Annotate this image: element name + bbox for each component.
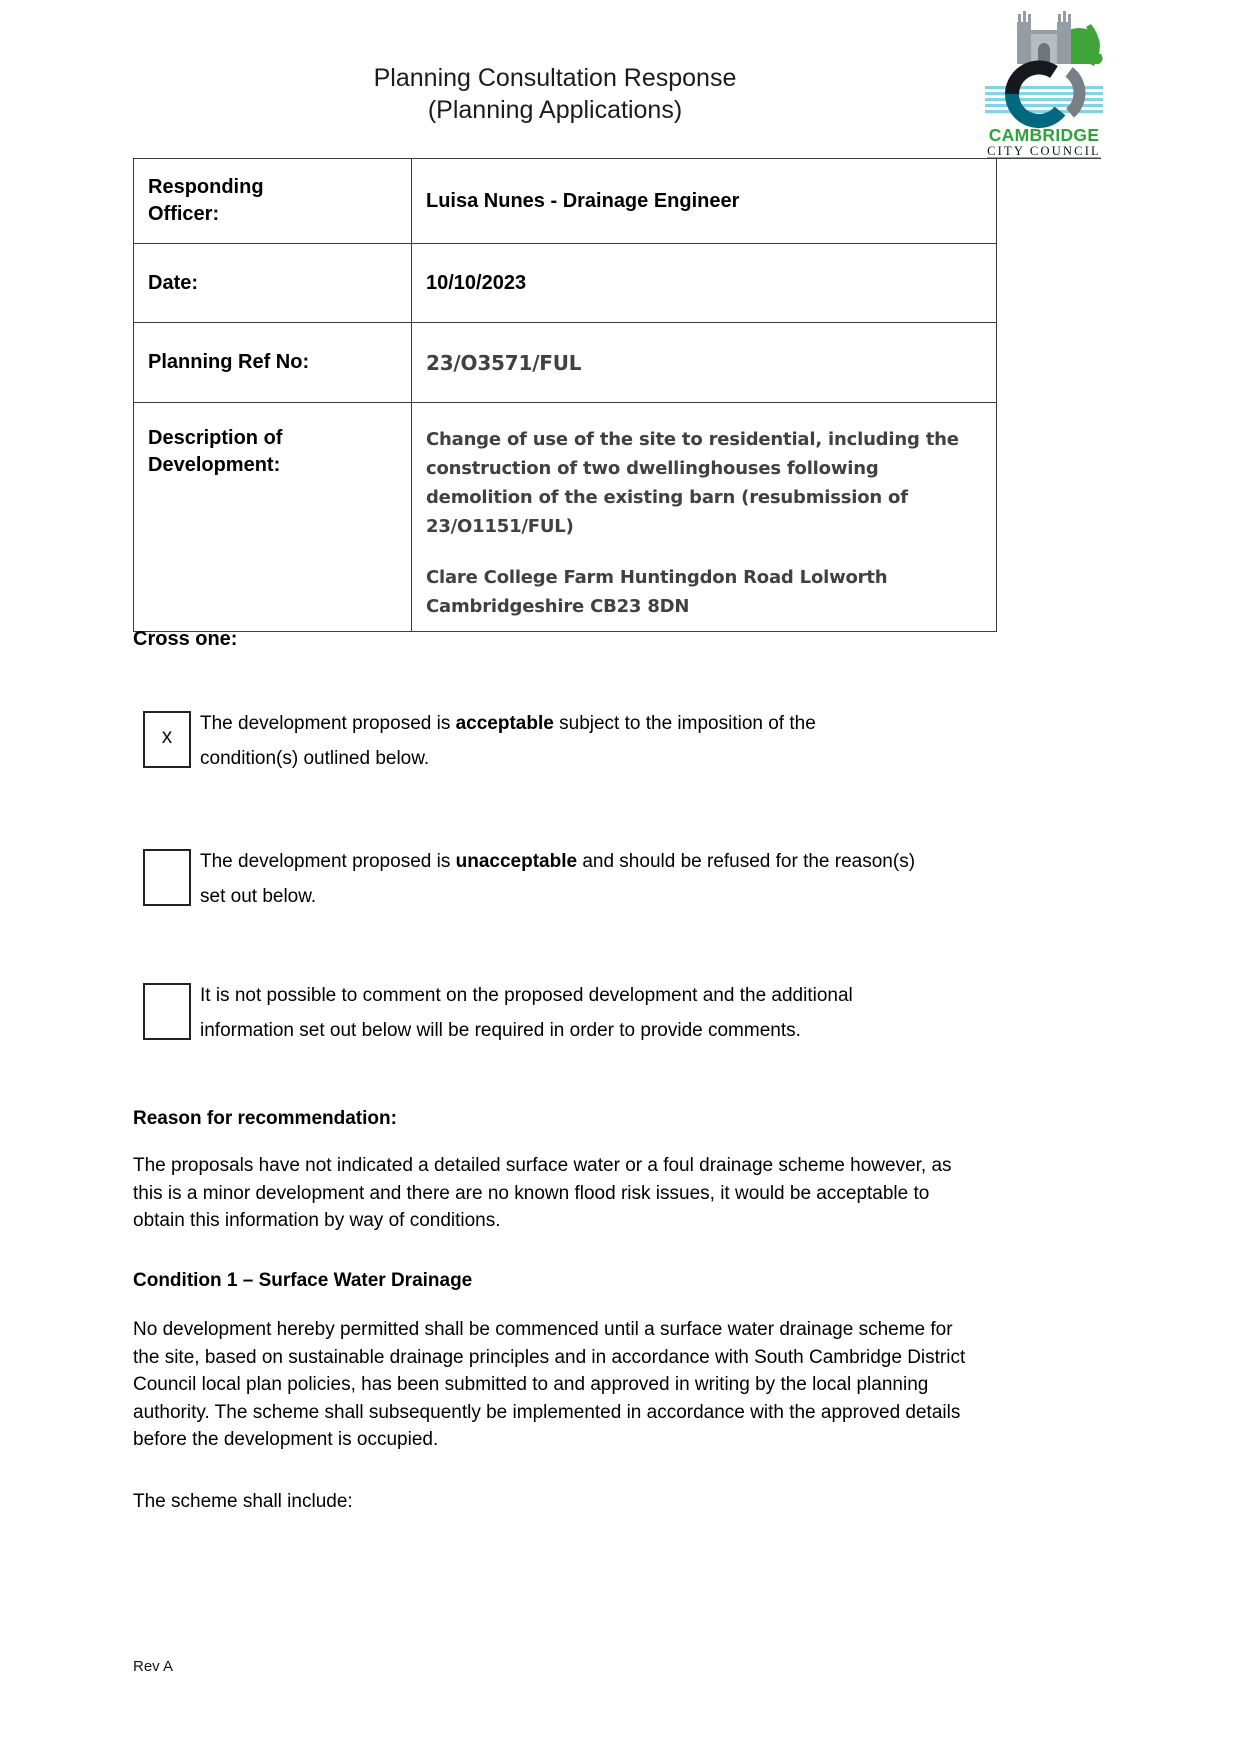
option-unacceptable-line1: The development proposed is unacceptable and should be refused for the reason(s) — [200, 851, 916, 872]
planning-ref-label: Planning Ref No: — [148, 351, 310, 373]
table-row — [134, 159, 997, 244]
description-text: Change of use of the site to residential, including the construction of two dwellinghouses following demolition of the existing barn (resubmission of 23/O1151/FUL) — [426, 429, 959, 537]
council-crest-icon — [973, 10, 1115, 160]
reason-paragraph: The proposals have not indicated a detailed surface water or a foul drainage scheme however, as this is a minor development and there are no known flood risk issues, it would be acceptable to obtain this information by way of conditions. — [133, 1155, 952, 1231]
responding-officer-label: Responding Officer: — [148, 176, 264, 225]
table-row — [134, 244, 997, 323]
date-value: 10/10/2023 — [412, 244, 997, 323]
page-title-line1: Planning Consultation Response — [373, 64, 737, 92]
planning-ref-value: 23/O3571/FUL — [412, 323, 997, 403]
responding-officer-value: Luisa Nunes - Drainage Engineer — [412, 159, 997, 244]
reason-heading: Reason for recommendation: — [133, 1108, 397, 1129]
table-row — [134, 323, 997, 403]
option-unacceptable-line2: set out below. — [200, 886, 317, 907]
option-acceptable-line2: condition(s) outlined below. — [200, 748, 430, 769]
consultation-info-table — [133, 158, 997, 632]
condition-1-heading: Condition 1 – Surface Water Drainage — [133, 1270, 473, 1291]
option-cannot-comment-line2: information set out below will be required in order to provide comments. — [200, 1020, 801, 1041]
logo-underline — [987, 158, 1101, 159]
description-label: Description of Development: — [148, 427, 283, 476]
logo-org-type: CITY COUNCIL — [987, 144, 1101, 158]
checkbox-unacceptable[interactable] — [143, 849, 191, 906]
cross-one-heading: Cross one: — [133, 628, 238, 650]
revision-label: Rev A — [133, 1658, 174, 1675]
date-label: Date: — [148, 271, 199, 294]
page-title — [0, 62, 1110, 126]
option-cannot-comment-line1: It is not possible to comment on the proposed development and the additional — [200, 985, 853, 1006]
cambridge-city-council-logo — [973, 10, 1115, 160]
option-acceptable-line1: The development proposed is acceptable subject to the imposition of the — [200, 713, 816, 734]
logo-chapel — [1017, 11, 1071, 64]
site-address: Clare College Farm Huntingdon Road Lolworth Cambridgeshire CB23 8DN — [426, 567, 888, 617]
table-row — [134, 403, 997, 632]
condition-1-paragraph: No development hereby permitted shall be commenced until a surface water drainage scheme for the site, based on sustainable drainage principles and in accordance with South Cambridge District Council local plan policies, has been submitted to and approved in writing by the local planning authority. The scheme shall subsequently be implemented in accordance with the approved details before the development is occupied. — [133, 1319, 966, 1450]
page-title-line2: (Planning Applications) — [427, 96, 683, 124]
checkbox-cannot-comment[interactable] — [143, 983, 191, 1040]
logo-org-name: CAMBRIDGE — [988, 125, 1100, 145]
scheme-include-line: The scheme shall include: — [133, 1491, 353, 1512]
checkbox-acceptable[interactable]: x — [143, 711, 191, 768]
